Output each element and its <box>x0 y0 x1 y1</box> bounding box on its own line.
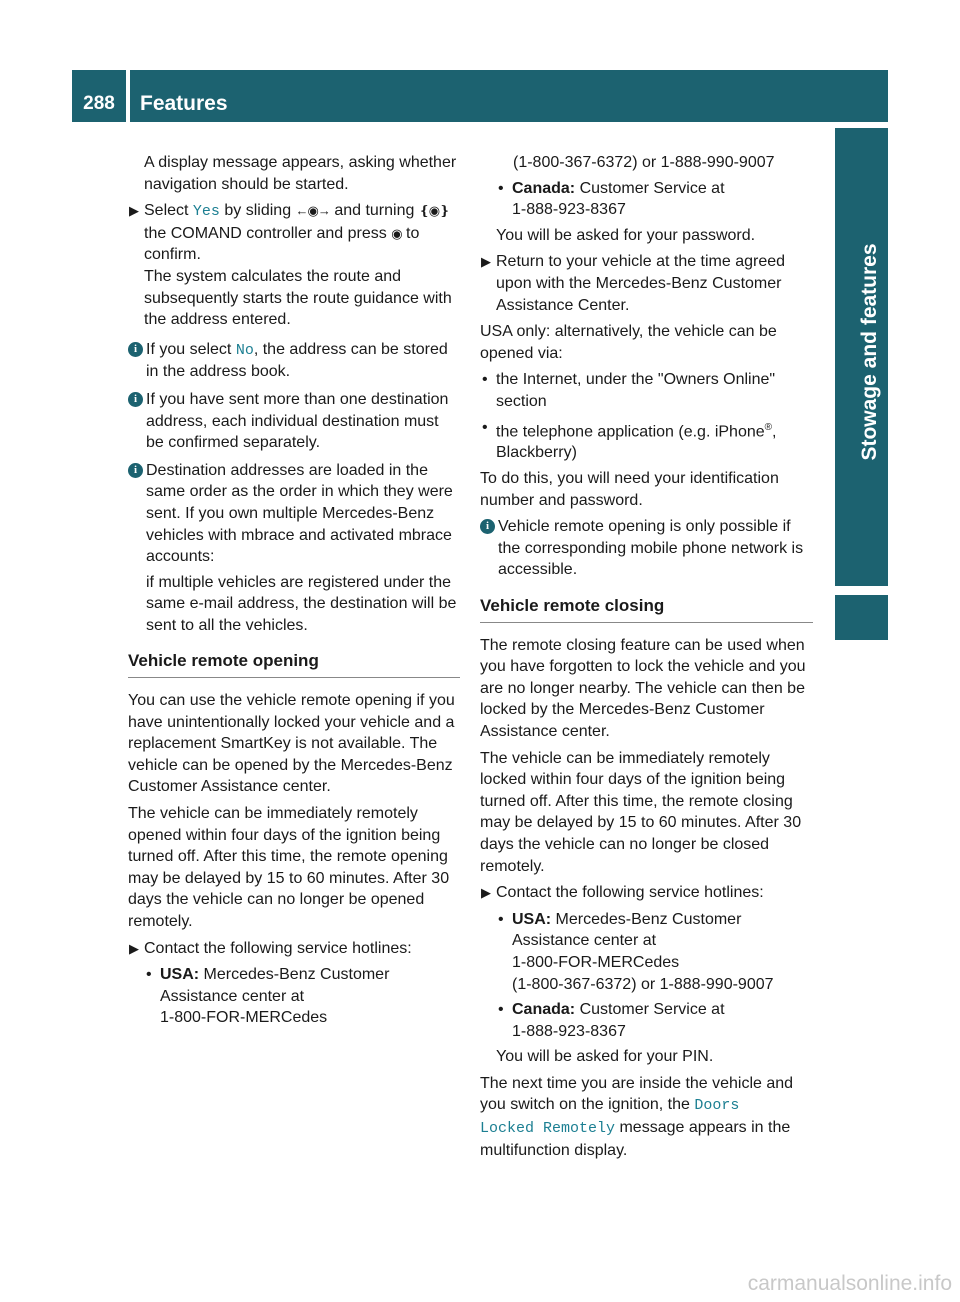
list-item <box>480 417 813 465</box>
display-text-no: No <box>235 341 254 359</box>
display-text-yes: Yes <box>192 203 220 221</box>
info-text: Vehicle remote opening is only possible if the corresponding mobile phone network is accessible. <box>498 518 804 579</box>
list-item <box>128 964 460 1029</box>
paragraph: USA only: alternatively, the vehicle can be opened via: <box>480 323 777 362</box>
step-text: Return to your vehicle at the time agreed upon with the Mercedes-Benz Customer Assistance Center. <box>496 253 786 314</box>
list-item <box>480 369 813 412</box>
watermark: carmanualsonline.info <box>747 1272 952 1295</box>
bullet-label: Canada: <box>512 179 576 197</box>
bullet-text: Customer Service at <box>575 1001 725 1019</box>
phone-number: 1-888-923-8367 <box>512 201 626 219</box>
info-text: , the address can be stored in the address book. <box>146 340 448 381</box>
slide-controller-icon: ←◉→ <box>295 203 330 219</box>
phone-number: 1-888-923-8367 <box>512 1022 626 1040</box>
arrow-icon: ▶ <box>129 940 139 956</box>
registered-mark: ® <box>764 421 773 433</box>
paragraph <box>480 1073 813 1161</box>
page-title: Features <box>140 92 228 115</box>
bullet-text: Mercedes-Benz Customer Assistance center at <box>160 966 390 1005</box>
bullet-label: USA: <box>512 910 552 928</box>
bullet-label: Canada: <box>512 1001 576 1019</box>
info-icon: i <box>128 392 143 407</box>
info-icon: i <box>128 342 143 357</box>
step-text: and turning <box>329 202 419 220</box>
bullet-icon: • <box>498 179 504 197</box>
bullet-text: the telephone application (e.g. iPhone <box>496 422 765 440</box>
info-text: Destination addresses are loaded in the same order as the order in which they were sent. If you own multiple Mercedes-Benz vehicles with mbrace and activated mbrace accounts: <box>146 461 453 566</box>
phone-number: (1-800-367-6372) or 1-888-990-9007 <box>512 975 774 993</box>
bullet-icon: • <box>482 371 488 389</box>
bullet-text: the Internet, under the "Owners Online" section <box>496 371 776 410</box>
bullet-icon: • <box>482 418 488 436</box>
phone-number: (1-800-367-6372) or 1-888-990-9007 <box>513 154 775 171</box>
bullet-text: , Blackberry) <box>496 422 777 462</box>
section-heading: Vehicle remote opening <box>128 650 460 678</box>
step-text: by sliding <box>219 202 296 220</box>
arrow-icon: ▶ <box>481 254 491 270</box>
paragraph: A display message appears, asking whether navigation should be started. <box>144 154 457 193</box>
step-contact <box>480 882 813 904</box>
paragraph: You will be asked for your password. <box>496 226 756 244</box>
paragraph: The vehicle can be immediately remotely opened within four days of the ignition being turned off. After this time, the remote opening may be delayed by 15 to 60 minutes. After 30 days the vehicle can no longer be opened remotely. <box>128 805 450 930</box>
page-number: 288 <box>83 93 115 114</box>
arrow-icon: ▶ <box>481 885 491 901</box>
info-text: if multiple vehicles are registered under the same e-mail address, the destination will be sent to all the vehicles. <box>146 573 457 634</box>
info-text: If you select <box>146 340 236 358</box>
turn-controller-icon: ❴◉❵ <box>418 203 449 219</box>
bullet-label: USA: <box>160 966 200 984</box>
bullet-icon: • <box>498 910 504 928</box>
paragraph: The vehicle can be immediately remotely locked within four days of the ignition being turned off. After this time, the remote closing may be delayed by 15 to 60 minutes. After 30 days the vehicle can no longer be closed remotely. <box>480 749 802 875</box>
step-text: Select <box>144 202 193 220</box>
display-text-doors: Doors <box>694 1097 740 1115</box>
side-tab-marker <box>835 595 888 640</box>
arrow-icon: ▶ <box>129 203 139 219</box>
list-item <box>480 178 813 221</box>
display-text-locked-remotely: Locked Remotely <box>480 1120 616 1138</box>
section-heading: Vehicle remote closing <box>480 595 813 623</box>
info-note <box>128 389 460 454</box>
paragraph: You will be asked for your PIN. <box>496 1048 714 1066</box>
list-item <box>480 999 813 1042</box>
bullet-icon: • <box>498 1001 504 1019</box>
step-text: to confirm. <box>144 224 420 264</box>
paragraph: The system calculates the route and subsequently starts the route guidance with the address entered. <box>144 267 452 329</box>
phone-number: 1-800-FOR-MERCedes <box>160 1009 328 1027</box>
paragraph: The remote closing feature can be used when you have forgotten to lock the vehicle and you are no longer nearby. The vehicle can then be locked by the Mercedes-Benz Customer Assistance center. <box>480 636 806 740</box>
info-note <box>480 516 813 581</box>
list-item <box>480 909 813 995</box>
info-text: If you have sent more than one destination address, each individual destination must be confirmed separately. <box>146 390 449 452</box>
paragraph: You can use the vehicle remote opening if you have unintentionally locked your vehicle and a replacement SmartKey is not available. The vehicle can be opened by the Mercedes-Benz Customer Assistance center. <box>128 692 455 796</box>
paragraph: To do this, you will need your identification number and password. <box>480 470 779 509</box>
info-note <box>128 339 460 383</box>
paragraph-text: message appears in the multifunction display. <box>480 1119 791 1159</box>
press-controller-icon: ◉ <box>391 225 402 241</box>
step-text: Contact the following service hotlines: <box>496 884 764 902</box>
phone-number: 1-800-FOR-MERCedes <box>512 953 680 971</box>
info-icon: i <box>128 463 143 478</box>
step-select-yes <box>128 200 460 331</box>
step-return <box>480 251 813 316</box>
paragraph-text: The next time you are inside the vehicle and you switch on the ignition, the <box>480 1074 794 1114</box>
left-column <box>128 152 460 1033</box>
info-note <box>128 460 460 637</box>
header-divider <box>126 70 130 122</box>
step-contact <box>128 938 460 960</box>
step-text: the COMAND controller and press <box>144 224 392 242</box>
right-column <box>480 152 813 1166</box>
info-icon: i <box>480 519 495 534</box>
bullet-text: Customer Service at <box>575 179 725 197</box>
bullet-icon: • <box>146 966 152 984</box>
bullet-text: Mercedes-Benz Customer Assistance center at <box>512 910 742 950</box>
side-tab-label: Stowage and features <box>858 243 881 461</box>
step-text: Contact the following service hotlines: <box>144 939 412 957</box>
